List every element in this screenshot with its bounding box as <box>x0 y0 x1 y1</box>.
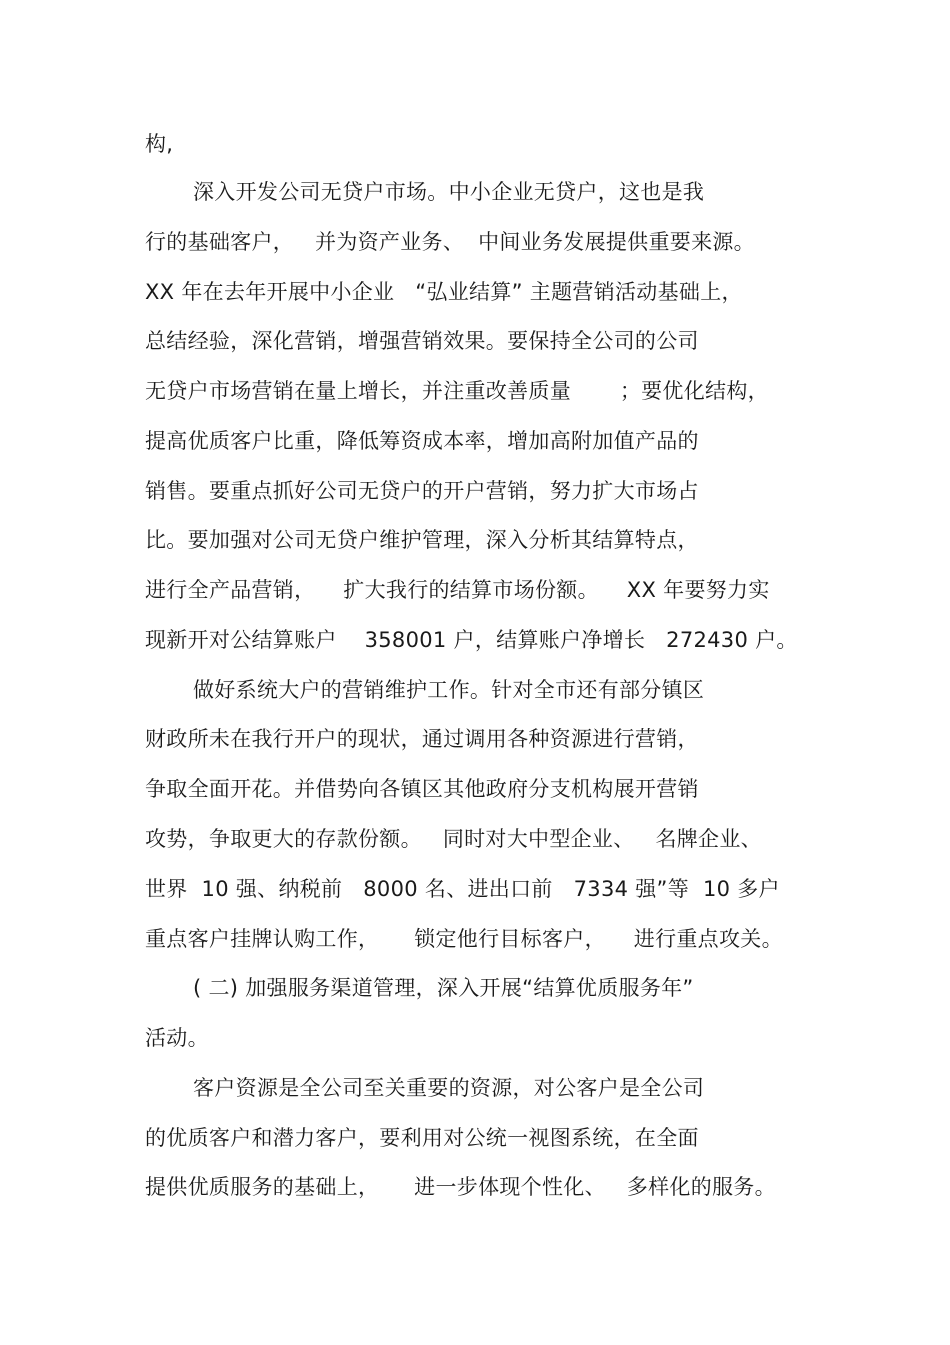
text-line: 总结经验，深化营销，增强营销效果。要保持全公司的公司 <box>145 329 699 353</box>
text-line: 行的基础客户， 并为资产业务、 中间业务发展提供重要来源。 <box>145 230 755 254</box>
text-line: 无贷户市场营销在量上增长，并注重改善质量 ；要优化结构， <box>145 379 769 403</box>
section-heading-line: 活动。 <box>145 1026 209 1050</box>
text-line: 的优质客户和潜力客户，要利用对公统一视图系统，在全面 <box>145 1126 699 1150</box>
text-line: 财政所未在我行开户的现状，通过调用各种资源进行营销， <box>145 727 699 751</box>
paragraph-start-line: 客户资源是全公司至关重要的资源，对公客户是全公司 <box>193 1076 705 1100</box>
text-line: 攻势，争取更大的存款份额。 同时对大中型企业、 名牌企业、 <box>145 827 762 851</box>
text-line: 构, <box>145 132 174 156</box>
text-line: 进行全产品营销， 扩大我行的结算市场份额。 XX 年要努力实 <box>145 578 770 602</box>
text-line: 重点客户挂牌认购工作， 锁定他行目标客户， 进行重点攻关。 <box>145 927 783 951</box>
text-line: XX 年在去年开展中小企业 “弘业结算” 主题营销活动基础上， <box>145 280 743 304</box>
text-line: 销售。要重点抓好公司无贷户的开户营销，努力扩大市场占 <box>145 479 699 503</box>
paragraph-start-line: 做好系统大户的营销维护工作。针对全市还有部分镇区 <box>193 678 705 702</box>
text-line: 世界 10 强、纳税前 8000 名、进出口前 7334 强”等 10 多户 <box>145 877 780 901</box>
text-line: 比。要加强对公司无贷户维护管理，深入分析其结算特点， <box>145 528 699 552</box>
text-line: 争取全面开花。并借势向各镇区其他政府分支机构展开营销 <box>145 777 699 801</box>
text-line: 提高优质客户比重，降低筹资成本率，增加高附加值产品的 <box>145 429 699 453</box>
text-line: 提供优质服务的基础上， 进一步体现个性化、 多样化的服务。 <box>145 1175 776 1199</box>
paragraph-start-line: 深入开发公司无贷户市场。中小企业无贷户，这也是我 <box>193 180 705 204</box>
section-heading-line: ( 二) 加强服务渠道管理，深入开展“结算优质服务年” <box>193 976 694 1000</box>
text-line: 现新开对公结算账户 358001 户，结算账户净增长 272430 户。 <box>145 628 798 652</box>
